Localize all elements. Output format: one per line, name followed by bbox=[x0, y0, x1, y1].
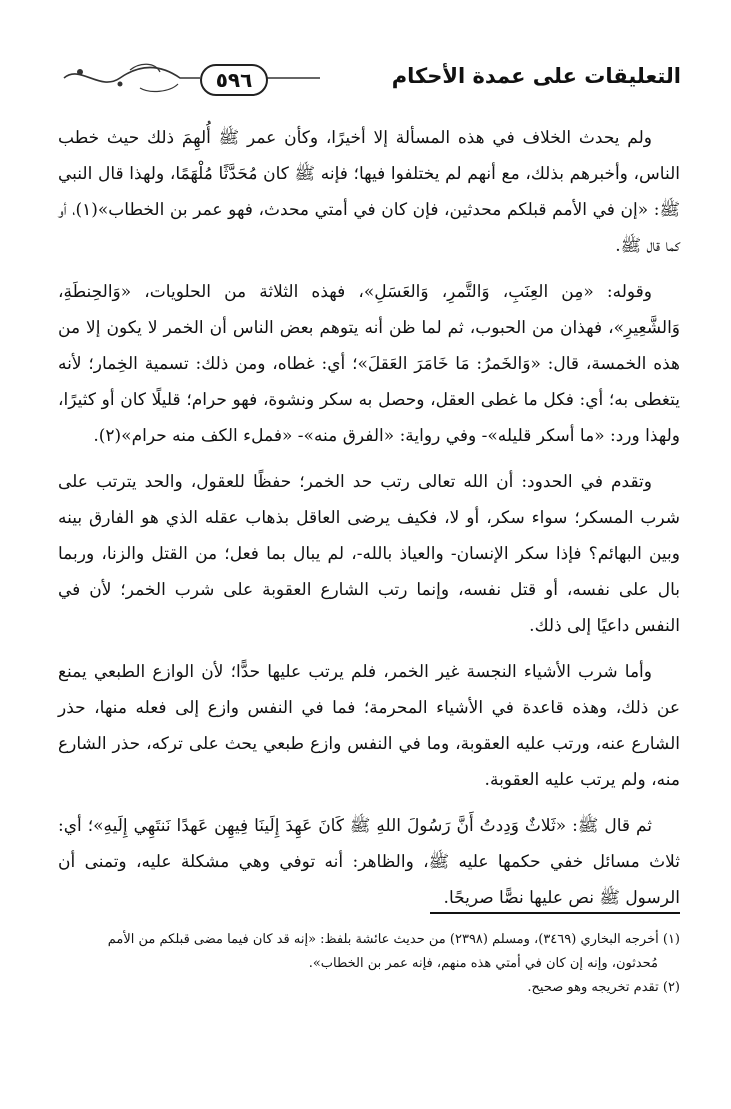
page-header bbox=[50, 56, 681, 100]
main-text bbox=[58, 120, 680, 926]
paragraph: وتقدم في الحدود: أن الله تعالى رتب حد الخمر؛ حفظًا للعقول، والحد يترتب على شرب المسكر؛ سواء سكر، أو لا، فكيف يرضى العاقل بذهاب عقله الذي هو الفارق بينه وبين البهائم؟ فإذا سكر الإنسان- والعياذ بالله-، لم يبال بما فعل؛ من القتل والزنا، وربما بال على نفسه، أو قتل نفسه، وإنما رتب الشارع العقوبة على شرب الخمر؛ لأن في النفس داعيًا إلى ذلك. bbox=[58, 472, 680, 636]
footnote: (٢) تقدم تخريجه وهو صحيح. bbox=[527, 980, 680, 995]
footnotes bbox=[58, 928, 680, 1000]
book-title: التعليقات على عمدة الأحكام bbox=[391, 64, 681, 88]
page-number: ٥٩٦ bbox=[200, 64, 268, 96]
footnote: (١) أخرجه البخاري (٣٤٦٩)، ومسلم (٢٣٩٨) من حديث عائشة بلفظ: «إنه قد كان فيما مضى قبلكم من الأمم bbox=[107, 932, 680, 947]
footnote-continuation: مُحدثون، وإنه إن كان في أمتي هذه منهم، فإنه عمر بن الخطاب». bbox=[308, 956, 658, 971]
paragraph: ثم قال ﷺ: «ثَلاثٌ وَدِدتُ أَنَّ رَسُولَ اللهِ ﷺ كَانَ عَهِدَ إِلَينَا فِيهِن عَهدًا نَنتَهِي إِلَيهِ»؛ أي: ثلاث مسائل خفي حكمها عليه ﷺ، والظاهر: أنه توفي وهي مشكلة عليه، وتمنى أن الرسول ﷺ نص عليها نصًّا صريحًا. bbox=[58, 816, 680, 908]
footnote-divider bbox=[430, 912, 680, 914]
page-number-ornament bbox=[60, 58, 330, 98]
paragraph: ولم يحدث الخلاف في هذه المسألة إلا أخيرًا، وكأن عمر ﷺ أُلهِمَ ذلك حيث خطب الناس، وأخبرهم بذلك، مع أنهم لم يختلفوا فيها؛ فإنه ﷺ كان مُحَدَّثًا مُلْهَمًا، ولهذا قال النبي ﷺ: «إن في الأمم قبلكم محدثين، فإن كان في أمتي محدث، فهو عمر بن الخطاب»(١)، أو كما قال ﷺ. bbox=[58, 128, 681, 256]
ornament-icon bbox=[60, 58, 330, 98]
paragraph: وقوله: «مِن العِنَبِ، وَالتَّمرِ، وَالعَسَلِ»، فهذه الثلاثة من الحلويات، «وَالحِنطَةِ، وَالشَّعِيرِ»، فهذان من الحبوب، ثم لما ظن أنه يتوهم بعض الناس أن الخمر لا يكون إلا من هذه الخمسة، قال: «وَالخَمرُ: مَا خَامَرَ العَقلَ»؛ أي: غطاه، ومن ذلك: تسمية الخِمار؛ لأنه يتغطى به؛ أي: فكل ما غطى العقل، وحصل به سكر ونشوة، فهو حرام؛ قليلًا كان أو كثيرًا، ولهذا ورد: «ما أسكر قليله»- وفي رواية: «الفرق منه»- «فملء الكف منه حرام»(٢). bbox=[58, 282, 680, 446]
paragraph: وأما شرب الأشياء النجسة غير الخمر، فلم يرتب عليها حدًّا؛ لأن الوازع الطبعي يمنع عن ذلك، وهذه قاعدة في الأشياء المحرمة؛ فما في النفس وازع إلى فعله منها، حذر الشارع عنه، ورتب عليه العقوبة، وما في النفس وازع طبعي يحث على تركه، حذر الشارع منه، ولم يرتب عليه العقوبة. bbox=[58, 662, 680, 790]
